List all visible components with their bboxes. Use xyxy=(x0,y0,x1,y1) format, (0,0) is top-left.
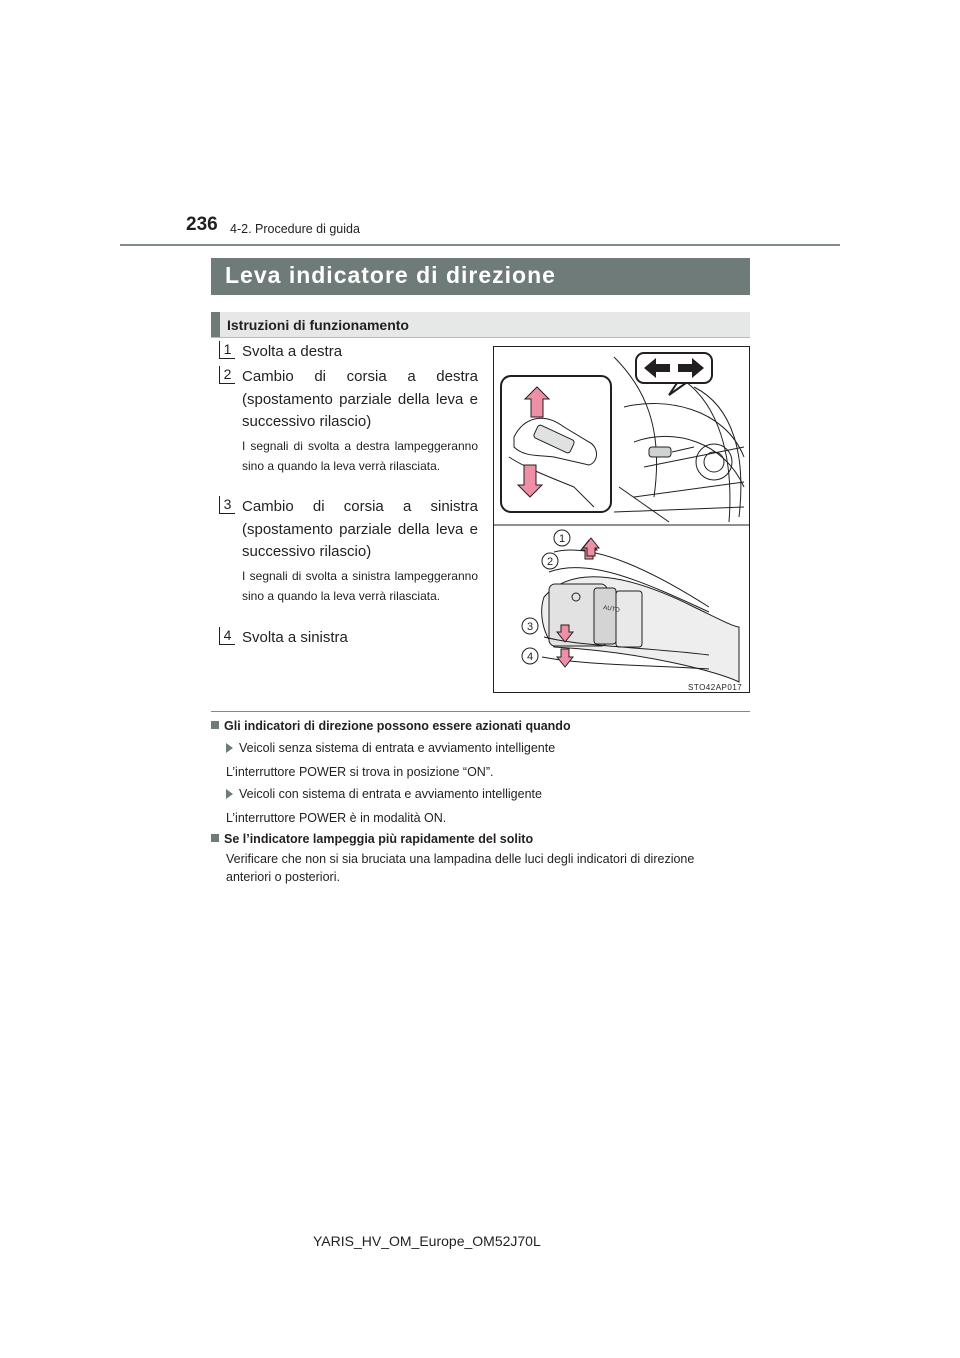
info-heading-1 xyxy=(211,719,571,733)
figure-illustration xyxy=(494,347,750,693)
header-divider xyxy=(120,244,840,246)
condition-1-text: Veicoli senza sistema di entrata e avviamento intelligente xyxy=(239,741,556,755)
info-2-line-1: Verificare che non si sia bruciata una lampadina delle luci degli indicatori di direzione xyxy=(226,852,695,866)
hand-inset xyxy=(501,376,611,512)
page-number: 236 xyxy=(186,214,218,235)
subtitle-accent xyxy=(211,312,220,337)
step-4-text: Svolta a sinistra xyxy=(242,629,348,646)
step-3-note: I segnali di svolta a sinistra lampeggeranno sino a quando la leva verrà rilasciata. xyxy=(242,569,478,603)
info-heading-2-text: Se l’indicatore lampeggia più rapidamente del solito xyxy=(224,832,534,846)
page-title: Leva indicatore di direzione xyxy=(225,262,556,288)
title-bar xyxy=(211,258,750,295)
condition-item-1 xyxy=(226,741,555,755)
callout-4: 4 xyxy=(526,651,534,663)
auto-label: AUTO xyxy=(602,605,621,614)
step-2-text: Cambio di corsia a destra (spostamento parziale della leva e successivo rilascio) xyxy=(242,368,478,430)
info-heading-2 xyxy=(211,832,533,846)
callout-1: 1 xyxy=(558,533,566,545)
step-badge-4: 4 xyxy=(219,627,235,645)
step-2-note: I segnali di svolta a destra lampeggeranno sino a quando la leva verrà rilasciata. xyxy=(242,439,478,473)
triangle-bullet-icon xyxy=(226,743,233,753)
footer-doc-id: YARIS_HV_OM_Europe_OM52J70L xyxy=(313,1233,541,1249)
condition-item-2 xyxy=(226,787,542,801)
condition-2-text: Veicoli con sistema di entrata e avviamento intelligente xyxy=(239,787,542,801)
step-badge-1: 1 xyxy=(219,341,235,359)
step-badge-2: 2 xyxy=(219,366,235,384)
turn-signal-lever-figure xyxy=(493,346,750,693)
square-bullet-icon xyxy=(211,721,219,729)
lever-illustration xyxy=(522,530,739,682)
info-heading-1-text: Gli indicatori di direzione possono essere azionati quando xyxy=(224,719,571,733)
callout-3: 3 xyxy=(526,621,534,633)
step-badge-3: 3 xyxy=(219,496,235,514)
subtitle: Istruzioni di funzionamento xyxy=(227,317,409,333)
section-divider xyxy=(211,711,750,712)
step-1-text: Svolta a destra xyxy=(242,343,343,360)
square-bullet-icon xyxy=(211,834,219,842)
callout-2: 2 xyxy=(546,556,554,568)
subtitle-bar xyxy=(211,312,750,338)
info-2-line-2: anteriori o posteriori. xyxy=(226,870,340,884)
arrow-badge xyxy=(636,353,712,395)
triangle-bullet-icon xyxy=(226,789,233,799)
section-label: 4-2. Procedure di guida xyxy=(230,222,360,236)
condition-2-detail: L’interruttore POWER è in modalità ON. xyxy=(226,811,447,825)
step-3-text: Cambio di corsia a sinistra (spostamento parziale della leva e successivo rilascio) xyxy=(242,498,478,560)
figure-caption: STO42AP017 xyxy=(688,683,743,692)
condition-1-detail: L’interruttore POWER si trova in posizione “ON”. xyxy=(226,765,494,779)
